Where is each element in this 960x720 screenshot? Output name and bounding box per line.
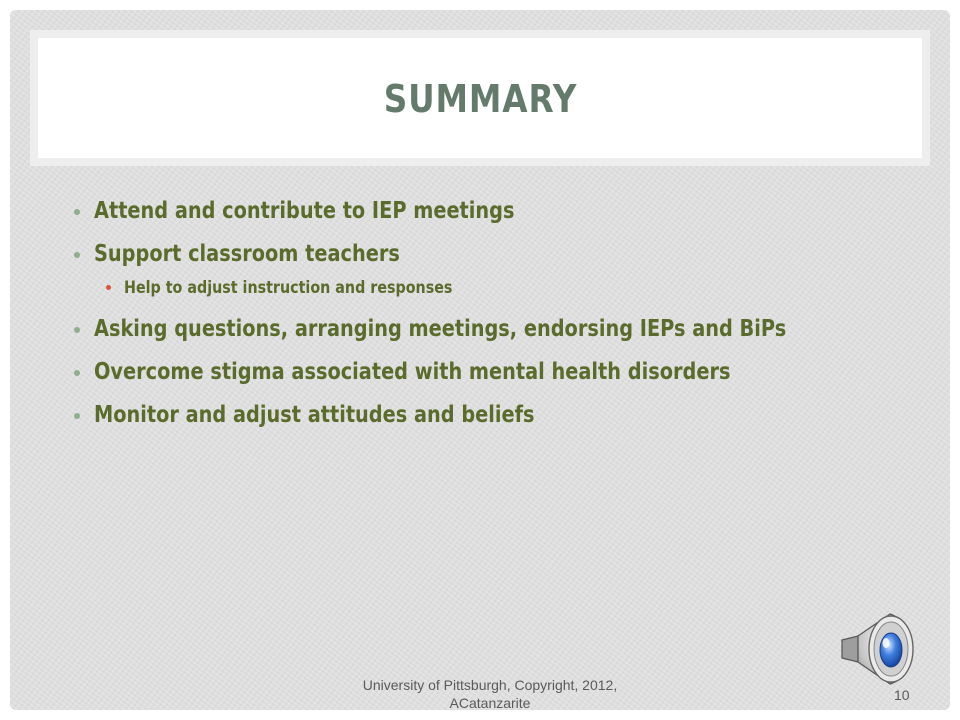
footer-copyright: University of Pittsburgh, Copyright, 2012, ACatanzarite: [362, 677, 618, 711]
page-number: 10: [894, 687, 910, 703]
bullet-text: Asking questions, arranging meetings, endorsing IEPs and BiPs: [94, 316, 787, 342]
bullet-item: [72, 314, 892, 345]
title-box: [30, 30, 930, 166]
bullet-text: Attend and contribute to IEP meetings: [94, 198, 515, 224]
bullet-text: Support classroom teachers: [94, 241, 400, 267]
bullet-text: Overcome stigma associated with mental health disorders: [94, 359, 731, 385]
speaker-icon[interactable]: [836, 610, 922, 688]
slide-title: SUMMARY: [383, 77, 577, 121]
bullet-item: [72, 196, 892, 227]
bullet-text: Monitor and adjust attitudes and beliefs: [94, 402, 535, 428]
bullet-item: [72, 239, 892, 270]
sub-bullet-text: Help to adjust instruction and responses: [124, 278, 453, 298]
slide: [10, 10, 950, 710]
bullet-item: [72, 357, 892, 388]
sub-bullet-item: [104, 276, 892, 300]
bullet-list: [72, 196, 892, 443]
bullet-item: [72, 400, 892, 431]
